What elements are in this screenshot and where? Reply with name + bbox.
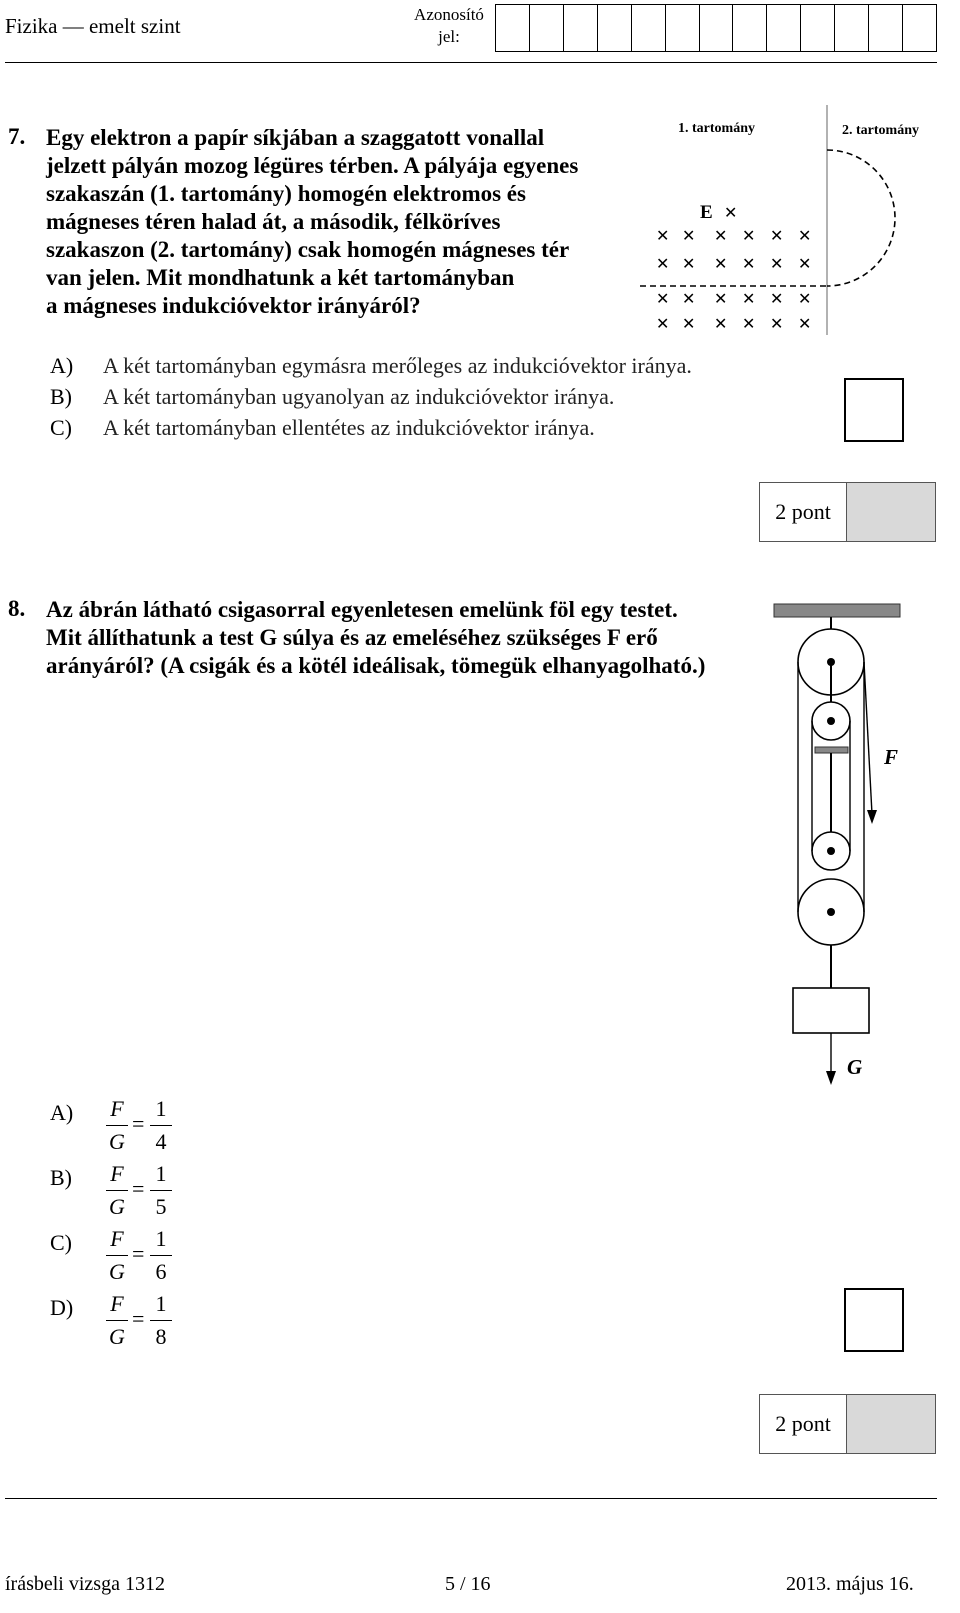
field-cross-mark: ✕ xyxy=(798,226,812,245)
id-cell[interactable] xyxy=(835,4,869,52)
field-cross-mark: ✕ xyxy=(770,314,784,333)
electron-path xyxy=(640,150,895,286)
q7-field-figure xyxy=(640,100,940,340)
q7-line: mágneses téren halad át, a második, félköríves xyxy=(46,209,501,234)
id-cell[interactable] xyxy=(801,4,835,52)
q8-equals-sign: = xyxy=(132,1176,145,1201)
q7-option-b-text: A két tartományban ugyanolyan az indukcióvektor iránya. xyxy=(103,384,615,409)
q8-line: arányáról? (A csigák és a kötél ideálisak, tömegük elhanyagolható.) xyxy=(46,653,706,678)
field-cross-mark: ✕ xyxy=(714,226,728,245)
field-cross-mark: ✕ xyxy=(724,203,738,222)
footer-left: írásbeli vizsga 1312 xyxy=(5,1573,165,1595)
q8-text xyxy=(46,596,766,680)
lower-small-axle xyxy=(827,847,835,855)
magnetic-field-crosses xyxy=(656,203,811,333)
q8-equals-sign: = xyxy=(132,1306,145,1331)
weight-arrow-head xyxy=(826,1071,836,1085)
id-cell[interactable] xyxy=(666,4,700,52)
q8-number: 8. xyxy=(8,596,26,621)
field-cross-mark: ✕ xyxy=(742,314,756,333)
id-cell[interactable] xyxy=(869,4,903,52)
field-e-label: E xyxy=(700,202,713,223)
field-cross-mark: ✕ xyxy=(714,314,728,333)
q7-answer-box[interactable] xyxy=(844,378,904,442)
q7-points-field[interactable] xyxy=(847,483,935,541)
q7-points-label: 2 pont xyxy=(760,483,847,541)
q8-option-letter: A) xyxy=(50,1100,74,1125)
pull-rope xyxy=(864,662,872,814)
field-cross-mark: ✕ xyxy=(682,226,696,245)
pulley-figure xyxy=(760,596,940,1096)
q8-fraction-fg: F G xyxy=(106,1226,128,1285)
region1-label: 1. tartomány xyxy=(678,121,755,136)
q7-line: szakaszán (1. tartomány) homogén elektromos és xyxy=(46,181,526,206)
page-header-title: Fizika — emelt szint xyxy=(5,14,181,38)
field-cross-mark: ✕ xyxy=(798,289,812,308)
q8-equals-sign: = xyxy=(132,1241,145,1266)
q8-fraction-value: 1 8 xyxy=(150,1291,172,1350)
field-cross-mark: ✕ xyxy=(682,314,696,333)
id-label: Azonosító jel: xyxy=(414,5,484,46)
field-cross-mark: ✕ xyxy=(682,254,696,273)
id-cell[interactable] xyxy=(495,4,530,52)
field-cross-mark: ✕ xyxy=(656,289,670,308)
id-cell[interactable] xyxy=(700,4,734,52)
field-cross-mark: ✕ xyxy=(742,226,756,245)
id-cell[interactable] xyxy=(598,4,632,52)
q7-option-a-letter: A) xyxy=(50,353,74,378)
q8-option-letter: D) xyxy=(50,1295,74,1320)
field-cross-mark: ✕ xyxy=(770,254,784,273)
q7-line: van jelen. Mit mondhatunk a két tartományban xyxy=(46,265,515,290)
q7-option-b-letter: B) xyxy=(50,384,72,409)
q8-points-label: 2 pont xyxy=(760,1395,847,1453)
field-cross-mark: ✕ xyxy=(770,226,784,245)
force-arrow-head xyxy=(867,810,877,824)
footer-rule xyxy=(5,1498,937,1499)
q8-fraction-fg: F G xyxy=(106,1096,128,1155)
ceiling-beam xyxy=(774,604,900,617)
id-code-grid xyxy=(495,4,937,52)
field-cross-mark: ✕ xyxy=(742,254,756,273)
field-cross-mark: ✕ xyxy=(714,254,728,273)
q8-points-field[interactable] xyxy=(847,1395,935,1453)
field-cross-mark: ✕ xyxy=(714,289,728,308)
q7-line: szakaszon (2. tartomány) csak homogén mágneses tér xyxy=(46,237,570,262)
id-cell[interactable] xyxy=(733,4,767,52)
weight-g-label: G xyxy=(847,1055,863,1079)
id-cell[interactable] xyxy=(767,4,801,52)
q7-number: 7. xyxy=(8,124,26,149)
field-cross-mark: ✕ xyxy=(682,289,696,308)
field-cross-mark: ✕ xyxy=(798,314,812,333)
q7-line: jelzett pályán mozog légüres térben. A pályája egyenes xyxy=(46,153,579,178)
q8-fraction-value: 1 5 xyxy=(150,1161,172,1220)
id-cell[interactable] xyxy=(564,4,598,52)
q7-text xyxy=(46,124,646,320)
q8-line: Az ábrán látható csigasorral egyenletesen emelünk föl egy testet. xyxy=(46,597,678,622)
q8-fraction-fg: F G xyxy=(106,1161,128,1220)
q8-option-letter: B) xyxy=(50,1165,72,1190)
field-cross-mark: ✕ xyxy=(656,226,670,245)
q8-line: Mit állíthatunk a test G súlya és az emeléséhez szükséges F erő xyxy=(46,625,658,650)
field-cross-mark: ✕ xyxy=(742,289,756,308)
q8-fraction-value: 1 4 xyxy=(150,1096,172,1155)
lower-pulley-axle xyxy=(827,908,835,916)
footer-date: 2013. május 16. xyxy=(786,1573,914,1595)
q7-option-a-text: A két tartományban egymásra merőleges az indukcióvektor iránya. xyxy=(103,353,692,378)
id-cell[interactable] xyxy=(530,4,564,52)
q7-option-c-letter: C) xyxy=(50,415,72,440)
q8-equals-sign: = xyxy=(132,1111,145,1136)
id-cell[interactable] xyxy=(903,4,937,52)
q7-points-box xyxy=(759,482,936,542)
id-cell[interactable] xyxy=(632,4,666,52)
q8-option-letter: C) xyxy=(50,1230,72,1255)
load-body xyxy=(793,988,869,1033)
upper-small-axle xyxy=(827,717,835,725)
field-cross-mark: ✕ xyxy=(656,254,670,273)
q8-fraction-value: 1 6 xyxy=(150,1226,172,1285)
field-cross-mark: ✕ xyxy=(770,289,784,308)
q7-line: a mágneses indukcióvektor irányáról? xyxy=(46,293,421,318)
q7-line: Egy elektron a papír síkjában a szaggatott vonallal xyxy=(46,125,545,150)
q8-points-box xyxy=(759,1394,936,1454)
q8-fraction-fg: F G xyxy=(106,1291,128,1350)
q8-answer-box[interactable] xyxy=(844,1288,904,1352)
header-rule xyxy=(5,62,937,63)
field-cross-mark: ✕ xyxy=(656,314,670,333)
region2-label: 2. tartomány xyxy=(842,123,919,138)
q7-option-c-text: A két tartományban ellentétes az indukcióvektor iránya. xyxy=(103,415,595,440)
field-cross-mark: ✕ xyxy=(798,254,812,273)
force-f-label: F xyxy=(884,745,899,769)
anchor-bar xyxy=(815,747,848,753)
footer-page: 5 / 16 xyxy=(445,1573,491,1595)
